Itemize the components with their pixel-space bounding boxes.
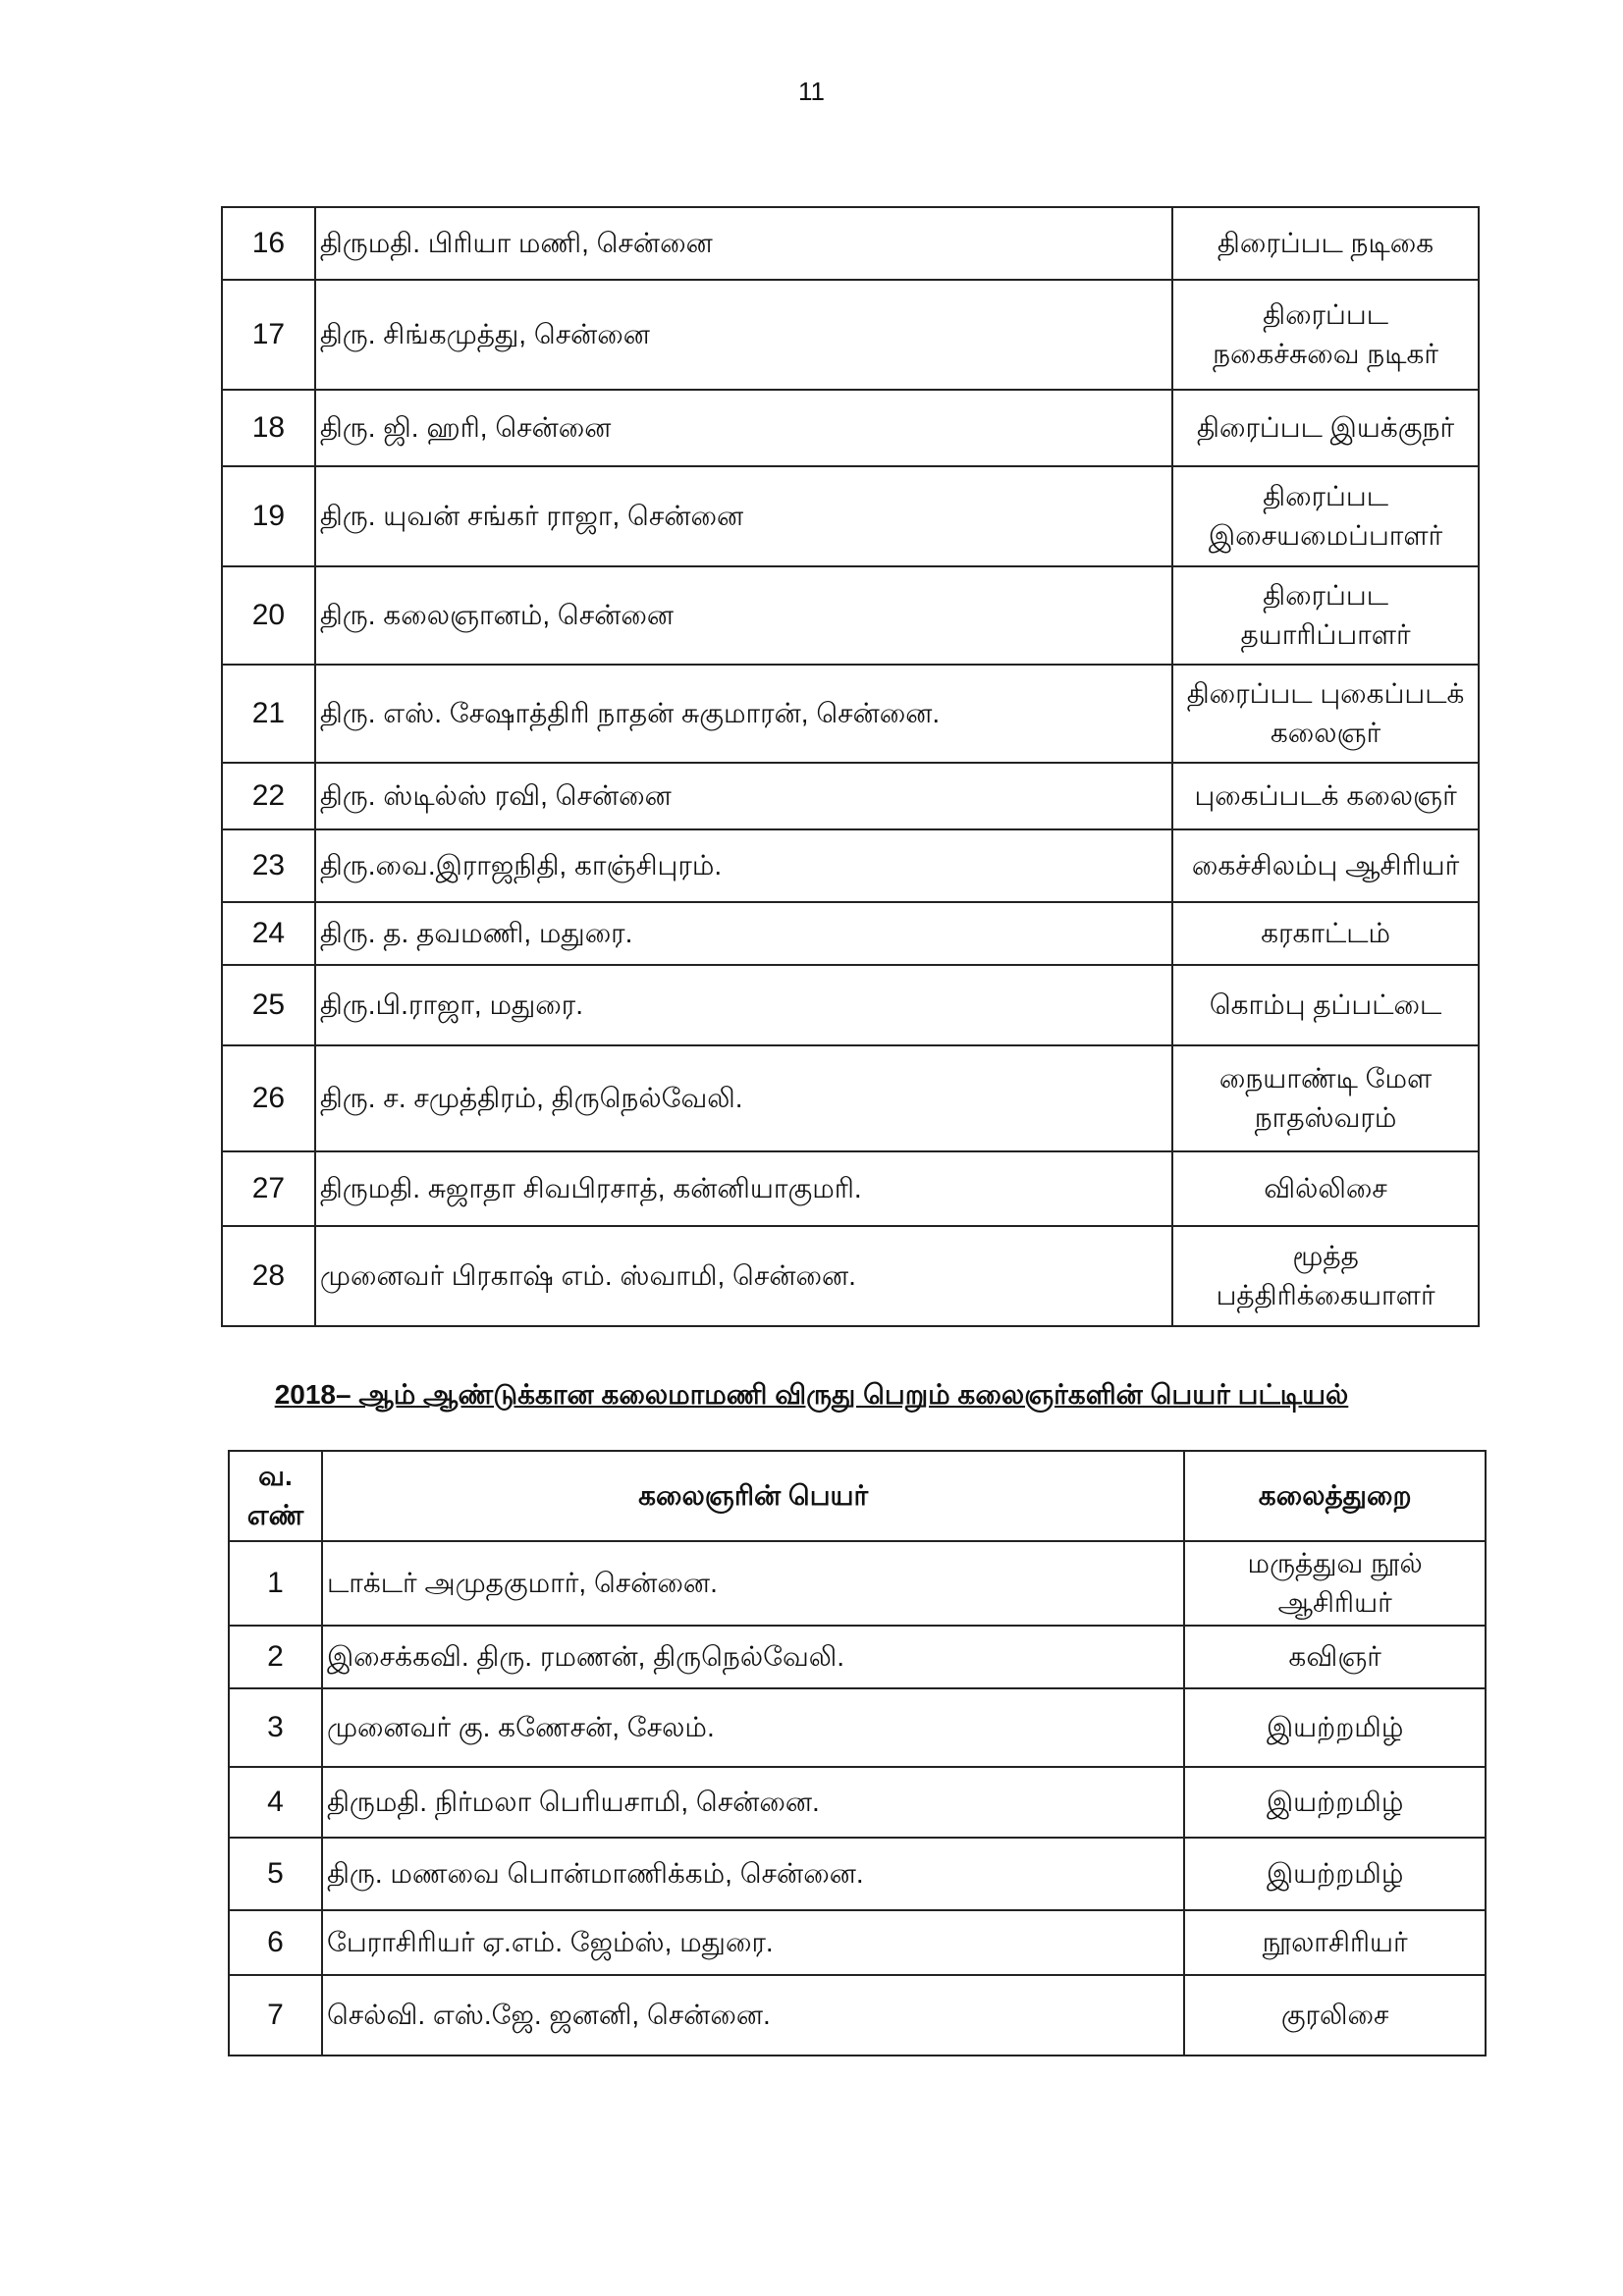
art-field <box>1172 207 1479 280</box>
table-row <box>229 1541 1486 1626</box>
art-field-line: திரைப்பட <box>1263 481 1388 511</box>
art-field-line: பத்திரிக்கையாளர் <box>1216 1280 1435 1310</box>
artist-name-header: கலைஞரின் பெயர் <box>322 1451 1184 1541</box>
artist-name: திரு. ஸ்டில்ஸ் ரவி, சென்னை <box>315 763 1172 829</box>
art-field-line: கொம்பு தப்பட்டை <box>1209 989 1442 1020</box>
table-row <box>229 1838 1486 1910</box>
art-field-line: மருத்துவ நூல் <box>1247 1548 1423 1578</box>
table-row <box>229 1626 1486 1688</box>
serial-number: 26 <box>222 1045 315 1151</box>
art-field <box>1184 1838 1486 1910</box>
art-field-line: ஆசிரியர் <box>1277 1587 1392 1618</box>
art-field-line: திரைப்பட <box>1263 299 1388 330</box>
art-field <box>1172 1045 1479 1151</box>
art-field <box>1172 390 1479 466</box>
art-field-line: திரைப்பட புகைப்படக் <box>1186 678 1465 709</box>
art-field <box>1172 965 1479 1045</box>
artist-name: திருமதி. பிரியா மணி, சென்னை <box>315 207 1172 280</box>
art-field <box>1184 1541 1486 1626</box>
serial-number: 27 <box>222 1151 315 1226</box>
artist-name: திரு. த. தவமணி, மதுரை. <box>315 902 1172 965</box>
art-field-line: இசையமைப்பாளர் <box>1208 520 1443 551</box>
art-field-line: வில்லிசை <box>1264 1173 1387 1203</box>
serial-number: 16 <box>222 207 315 280</box>
section-heading: 2018– ஆம் ஆண்டுக்கான கலைமாமணி விருது பெறும் கலைஞர்களின் பெயர் பட்டியல் <box>274 1379 1349 1410</box>
table-header-row <box>229 1451 1486 1541</box>
artist-name: திரு. கலைஞானம், சென்னை <box>315 566 1172 665</box>
artist-name: செல்வி. எஸ்.ஜே. ஜனனி, சென்னை. <box>322 1975 1184 2056</box>
art-field <box>1172 829 1479 902</box>
art-field <box>1172 566 1479 665</box>
art-field <box>1172 1226 1479 1326</box>
table-row <box>229 1767 1486 1838</box>
header-line: வ. <box>258 1461 293 1491</box>
awardees-table-continued <box>221 206 1480 1327</box>
serial-number: 6 <box>229 1910 322 1975</box>
artist-name: திரு. ச. சமுத்திரம், திருநெல்வேலி. <box>315 1045 1172 1151</box>
art-field-line: நூலாசிரியர் <box>1262 1927 1408 1957</box>
table-row <box>229 1975 1486 2056</box>
table-row <box>222 965 1479 1045</box>
table-row <box>222 1226 1479 1326</box>
art-field <box>1172 280 1479 390</box>
serial-number: 3 <box>229 1688 322 1767</box>
art-field <box>1172 466 1479 566</box>
table-row <box>229 1688 1486 1767</box>
table-row <box>222 902 1479 965</box>
art-field-line: கலைஞர் <box>1270 718 1381 748</box>
art-field-line: நகைச்சுவை நடிகர் <box>1213 339 1439 369</box>
art-field-line: நாதஸ்வரம் <box>1254 1102 1397 1133</box>
art-field-line: திரைப்பட இயக்குநர் <box>1197 412 1455 443</box>
artist-name: பேராசிரியர் ஏ.எம். ஜேம்ஸ், மதுரை. <box>322 1910 1184 1975</box>
artist-name: திரு. மணவை பொன்மாணிக்கம், சென்னை. <box>322 1838 1184 1910</box>
serial-number: 22 <box>222 763 315 829</box>
artist-name: திரு. எஸ். சேஷாத்திரி நாதன் சுகுமாரன், சென்னை. <box>315 665 1172 763</box>
artist-name: முனைவர் கு. கணேசன், சேலம். <box>322 1688 1184 1767</box>
art-field-line: கைச்சிலம்பு ஆசிரியர் <box>1191 850 1460 881</box>
art-field-line: திரைப்பட <box>1263 580 1388 611</box>
art-field <box>1184 1767 1486 1838</box>
art-field-line: இயற்றமிழ் <box>1266 1712 1404 1742</box>
art-field-line: கரகாட்டம் <box>1261 918 1391 948</box>
table-row <box>222 207 1479 280</box>
artist-name: திருமதி. நிர்மலா பெரியசாமி, சென்னை. <box>322 1767 1184 1838</box>
artist-name: இசைக்கவி. திரு. ரமணன், திருநெல்வேலி. <box>322 1626 1184 1688</box>
art-field <box>1172 902 1479 965</box>
table-row <box>222 390 1479 466</box>
serial-number: 24 <box>222 902 315 965</box>
art-field <box>1172 1151 1479 1226</box>
serial-number: 21 <box>222 665 315 763</box>
art-field-line: கவிஞர் <box>1288 1641 1381 1672</box>
serial-number: 19 <box>222 466 315 566</box>
artist-name: திரு. சிங்கமுத்து, சென்னை <box>315 280 1172 390</box>
serial-number: 1 <box>229 1541 322 1626</box>
art-field-line: இயற்றமிழ் <box>1266 1787 1404 1817</box>
art-field-line: நையாண்டி மேள <box>1218 1063 1433 1094</box>
header-line: எண் <box>246 1500 304 1530</box>
art-field-line: குரலிசை <box>1280 2000 1389 2030</box>
serial-number: 5 <box>229 1838 322 1910</box>
serial-number: 4 <box>229 1767 322 1838</box>
table-row <box>222 829 1479 902</box>
serial-number: 2 <box>229 1626 322 1688</box>
table-row <box>222 566 1479 665</box>
awardees-2018-table <box>228 1450 1487 2056</box>
art-field <box>1184 1626 1486 1688</box>
serial-number: 17 <box>222 280 315 390</box>
art-field-line: புகைப்படக் கலைஞர் <box>1194 780 1457 811</box>
page-number: 11 <box>798 77 825 106</box>
table-row <box>222 665 1479 763</box>
artist-name: திரு.வை.இராஜநிதி, காஞ்சிபுரம். <box>315 829 1172 902</box>
art-field <box>1172 763 1479 829</box>
artist-name: முனைவர் பிரகாஷ் எம். ஸ்வாமி, சென்னை. <box>315 1226 1172 1326</box>
art-field-header: கலைத்துறை <box>1184 1451 1486 1541</box>
serial-number: 23 <box>222 829 315 902</box>
artist-name: திரு. யுவன் சங்கர் ராஜா, சென்னை <box>315 466 1172 566</box>
serial-number: 25 <box>222 965 315 1045</box>
table-row <box>222 763 1479 829</box>
table-row <box>222 1151 1479 1226</box>
serial-number: 20 <box>222 566 315 665</box>
art-field <box>1184 1910 1486 1975</box>
art-field-line: தயாரிப்பாளர் <box>1240 619 1411 650</box>
art-field <box>1184 1688 1486 1767</box>
table-row <box>222 466 1479 566</box>
art-field <box>1184 1975 1486 2056</box>
art-field-line: மூத்த <box>1292 1241 1359 1271</box>
artist-name: திரு.பி.ராஜா, மதுரை. <box>315 965 1172 1045</box>
table-row <box>229 1910 1486 1975</box>
artist-name: திருமதி. சுஜாதா சிவபிரசாத், கன்னியாகுமரி. <box>315 1151 1172 1226</box>
serial-number: 18 <box>222 390 315 466</box>
artist-name: திரு. ஜி. ஹரி, சென்னை <box>315 390 1172 466</box>
serial-number-header <box>229 1451 322 1541</box>
art-field-line: இயற்றமிழ் <box>1266 1858 1404 1889</box>
serial-number: 7 <box>229 1975 322 2056</box>
art-field <box>1172 665 1479 763</box>
table-row <box>222 1045 1479 1151</box>
serial-number: 28 <box>222 1226 315 1326</box>
table-row <box>222 280 1479 390</box>
art-field-line: திரைப்பட நடிகை <box>1217 228 1434 258</box>
artist-name: டாக்டர் அமுதகுமார், சென்னை. <box>322 1541 1184 1626</box>
